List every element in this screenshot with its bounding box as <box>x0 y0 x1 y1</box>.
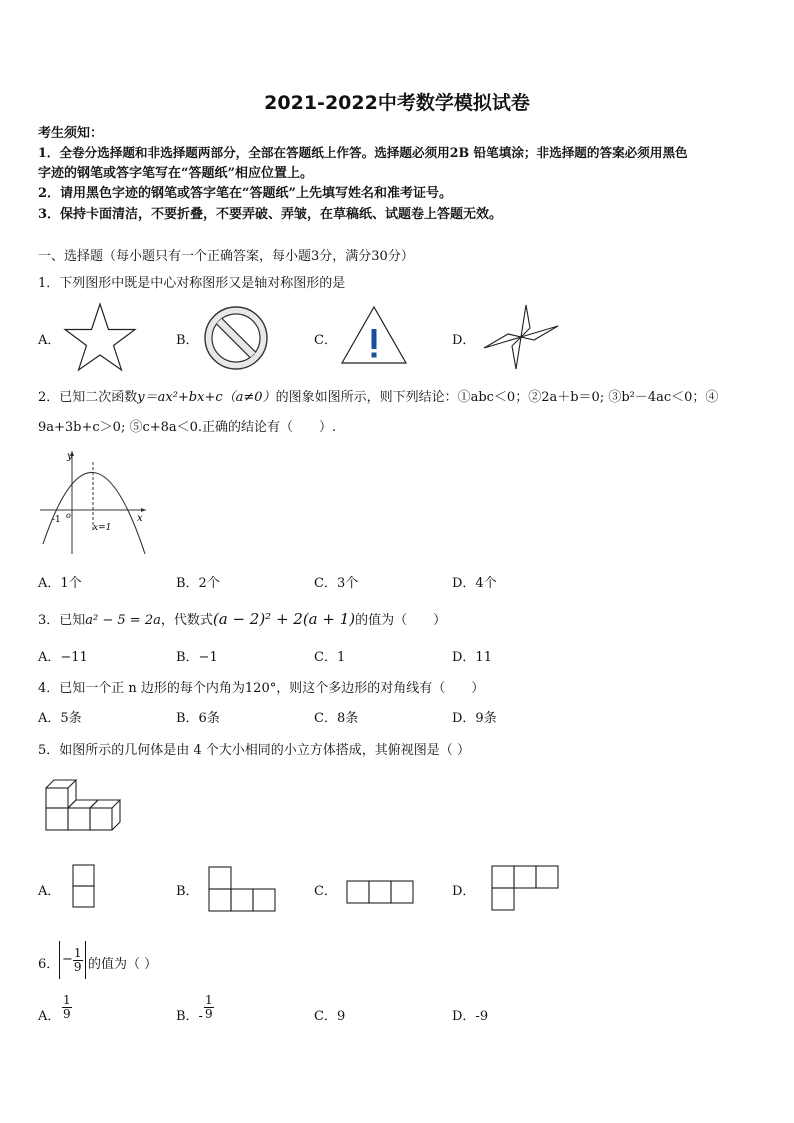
top-view-b <box>208 866 276 912</box>
q6-number: 6． <box>38 957 60 972</box>
graph-x-label: x <box>137 513 143 524</box>
prohibition-sign-icon <box>203 305 269 371</box>
q2-option-a: A．1个 <box>38 576 82 591</box>
q6-fraction <box>73 947 83 974</box>
page-title: 2021-2022中考数学模拟试卷 <box>264 92 530 114</box>
q1-option-b-label: B． <box>176 333 199 348</box>
q6-option-a-label: A． <box>38 1009 61 1024</box>
q2-conclusions-2: 9a+3b+c＞0; ⑤c+8a＜0.正确的结论有（ ）. <box>38 420 337 435</box>
question-2-stem <box>38 386 718 405</box>
q6-frac-num: 1 <box>73 945 82 960</box>
top-view-d <box>491 865 559 911</box>
q4-option-c: C．8条 <box>314 711 359 726</box>
notice-line-1a: 1．全卷分选择题和非选择题两部分，全部在答题纸上作答。选择题必须用2B 铅笔填涂；非选择题的答案必须用黑色 <box>38 145 688 160</box>
q5-option-d-label: D． <box>452 884 476 899</box>
q6-option-d: D．-9 <box>452 1009 489 1024</box>
q2-conclusions-1: ①abc＜0；②2a＋b＝0; ③b²－4ac＜0；④ <box>457 390 719 405</box>
q6-absolute-value <box>59 941 86 979</box>
q6-option-c: C．9 <box>314 1009 346 1024</box>
q6-option-b-label: B．- <box>176 1009 203 1024</box>
q3-option-d: D．11 <box>452 650 492 665</box>
star-shape-icon <box>62 302 138 372</box>
q6-b-num: 1 <box>205 993 213 1007</box>
q6-a-den: 9 <box>63 1007 71 1021</box>
top-view-a <box>72 864 96 908</box>
notice-line-3: 3．保持卡面清洁，不要折叠，不要弄破、弄皱，在草稿纸、试题卷上答题无效。 <box>38 207 503 222</box>
q5-option-a-label: A． <box>38 884 61 899</box>
q3-stem-b: ，代数式 <box>160 613 213 628</box>
q3-option-a: A．−11 <box>38 650 88 665</box>
q6-a-num: 1 <box>63 993 71 1007</box>
q6-option-b-fraction <box>204 994 214 1021</box>
q6-option-a-fraction <box>62 994 72 1021</box>
q2-stem-b: 的图象如图所示，则下列结论： <box>275 390 458 405</box>
q4-option-b: B．6条 <box>176 711 220 726</box>
q1-option-d-label: D． <box>452 333 476 348</box>
parabola-graph <box>38 448 150 558</box>
pinwheel-icon <box>482 302 560 372</box>
q6-tail: 的值为（ ） <box>88 957 158 972</box>
q3-option-b: B．−1 <box>176 650 218 665</box>
q3-equation: a² − 5 = 2a <box>85 613 161 628</box>
q6-minus: − <box>62 952 73 967</box>
q2-function: y＝ax²+bx+c（a≠0） <box>137 390 276 405</box>
q3-expression: (a − 2)² + 2(a + 1) <box>212 610 356 628</box>
q2-option-d: D．4个 <box>452 576 497 591</box>
question-4-stem: 4．已知一个正 n 边形的每个内角为120°，则这个多边形的对角线有（ ） <box>38 681 485 696</box>
notice-line-2: 2．请用黑色字迹的钢笔或答字笔在“答题纸”上先填写姓名和准考证号。 <box>38 186 453 201</box>
q2-option-c: C．3个 <box>314 576 359 591</box>
q3-stem-c: 的值为（ ） <box>355 613 447 628</box>
q6-frac-den: 9 <box>73 959 82 974</box>
cube-stack-figure <box>44 774 126 832</box>
q5-option-c-label: C． <box>314 884 337 899</box>
notice-heading: 考生须知： <box>38 126 104 141</box>
q3-option-c: C．1 <box>314 650 346 665</box>
q5-option-b-label: B． <box>176 884 199 899</box>
graph-y-label: y <box>67 451 73 462</box>
top-view-c <box>346 880 414 904</box>
graph-minus-one: -1 <box>52 515 61 525</box>
question-1-stem: 1．下列图形中既是中心对称图形又是轴对称图形的是 <box>38 276 346 291</box>
graph-axis-label: x=1 <box>93 523 112 533</box>
q6-b-den: 9 <box>205 1007 213 1021</box>
question-3-stem <box>38 609 446 628</box>
notice-line-1b: 字迹的钢笔或答字笔写在“答题纸”相应位置上。 <box>38 166 313 181</box>
q3-stem-a: 3．已知 <box>38 613 86 628</box>
warning-triangle-icon <box>340 305 408 365</box>
q2-option-b: B．2个 <box>176 576 220 591</box>
q2-stem-a: 2．已知二次函数 <box>38 390 138 405</box>
question-5-stem: 5．如图所示的几何体是由 4 个大小相同的小立方体搭成，其俯视图是（ ） <box>38 743 470 758</box>
q4-option-a: A．5条 <box>38 711 82 726</box>
q1-option-c-label: C． <box>314 333 337 348</box>
q1-option-a-label: A． <box>38 333 61 348</box>
graph-origin: o <box>66 511 71 520</box>
q4-option-d: D．9条 <box>452 711 497 726</box>
section-heading: 一、选择题（每小题只有一个正确答案，每小题3分，满分30分） <box>38 249 414 264</box>
